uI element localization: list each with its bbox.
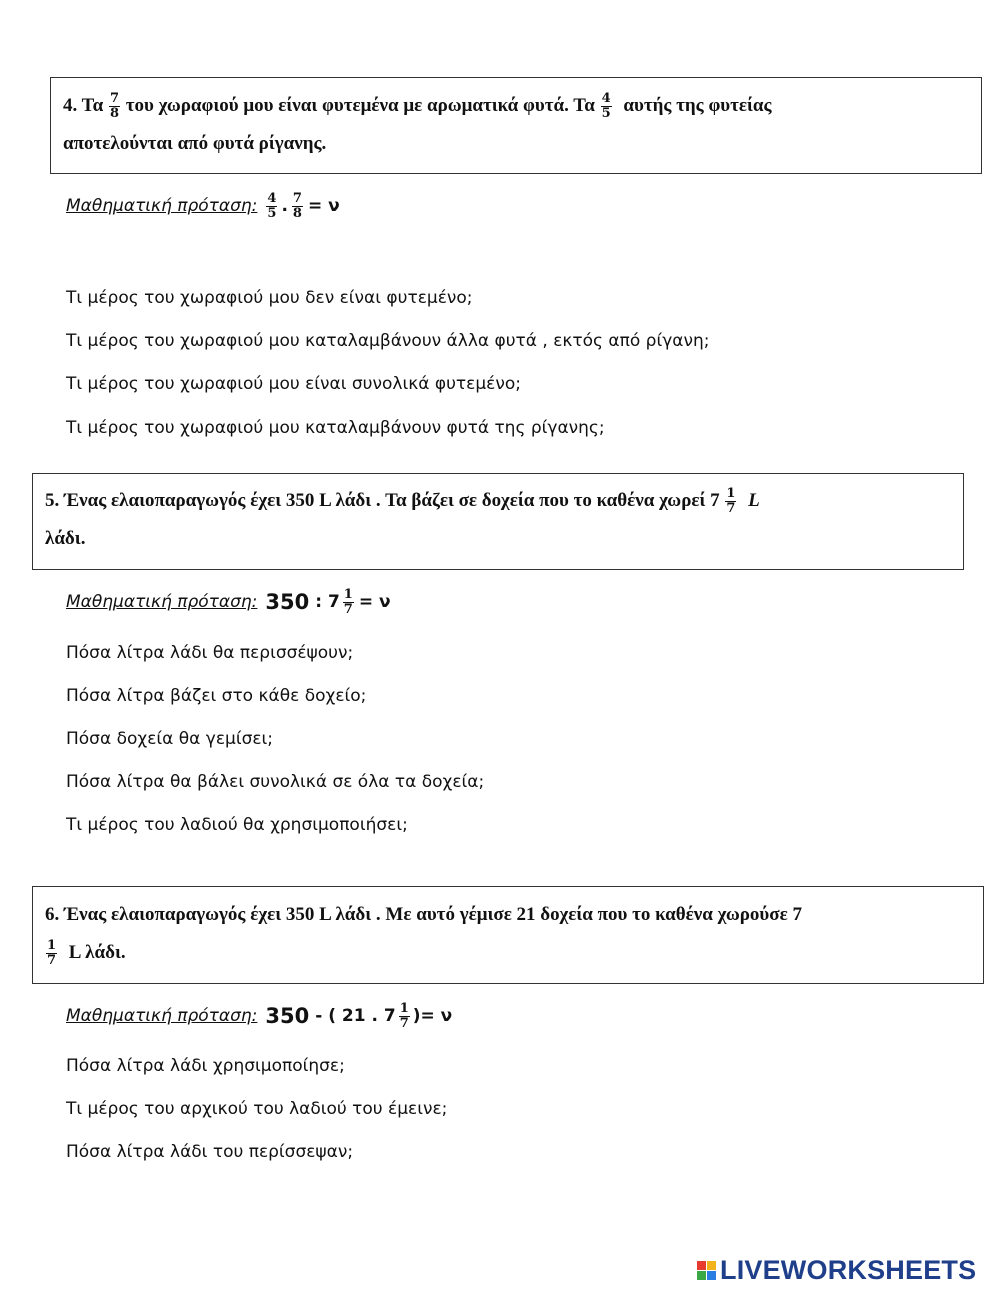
liveworksheets-logo[interactable] [697, 1254, 976, 1286]
fraction-7-8: $\frac{7}{8}$ [292, 190, 302, 221]
fraction-1-7: $\frac{1}{7}$ [726, 486, 736, 517]
fraction-1-7: $\frac{1}{7}$ [399, 1000, 409, 1031]
math-sentence-label: Μαθηματική πρόταση: [66, 592, 258, 612]
fraction-7-8: $\frac{7}{8}$ [109, 91, 120, 122]
exercise-5-line-1: 5. Ένας ελαιοπαραγωγός έχει 350 L λάδι . Τα βάζει σε δοχεία που το καθένα χωρεί 7 $\frac{1}{7}$ L [45, 486, 760, 517]
exercise-5-question-4: Πόσα λίτρα θα βάλει συνολικά σε όλα τα δοχεία; [66, 772, 485, 792]
exercise-6-line-2: $\frac{1}{7}$ L λάδι. [47, 938, 126, 969]
exercise-4-question-2: Τι μέρος του χωραφιού μου καταλαμβάνουν άλλα φυτά , εκτός από ρίγανη; [66, 331, 710, 351]
logo-blocks-icon [697, 1261, 716, 1280]
exercise-5-question-1: Πόσα λίτρα λάδι θα περισσέψουν; [66, 643, 354, 663]
logo-block [707, 1261, 716, 1270]
exercise-5-question-2: Πόσα λίτρα βάζει στο κάθε δοχείο; [66, 686, 367, 706]
exercise-4-question-3: Τι μέρος του χωραφιού μου είναι συνολικά φυτεμένο; [66, 374, 521, 394]
exercise-4-line-2: αποτελούνται από φυτά ρίγανης. [63, 133, 327, 154]
exercise-5-question-5: Τι μέρος του λαδιού θα χρησιμοποιήσει; [66, 815, 408, 835]
exercise-6-math-sentence: Μαθηματική πρόταση: 350 - ( 21 . 7 $\frac{1}{7}$ )= ν [66, 1000, 453, 1031]
fraction-4-5: $\frac{4}{5}$ [267, 190, 277, 221]
logo-block [697, 1261, 706, 1270]
exercise-6-question-3: Πόσα λίτρα λάδι του περίσσεψαν; [66, 1142, 354, 1162]
exercise-5-line-2: λάδι. [45, 528, 86, 549]
math-sentence-label: Μαθηματική πρόταση: [66, 196, 258, 216]
exercise-5-box [32, 473, 964, 570]
exercise-4-question-1: Τι μέρος του χωραφιού μου δεν είναι φυτεμένο; [66, 288, 473, 308]
fraction-1-7: $\frac{1}{7}$ [343, 586, 353, 617]
exercise-5-math-sentence: Μαθηματική πρόταση: 350 : 7 $\frac{1}{7}$ = ν [66, 586, 391, 617]
logo-block [707, 1271, 716, 1280]
exercise-6-box [32, 886, 984, 984]
exercise-4-line-1: 4. Τα $\frac{7}{8}$ του χωραφιού μου είναι φυτεμένα με αρωματικά φυτά. Τα $\frac{4}{5}$ αυτής της φυτείας [63, 91, 772, 122]
fraction-4-5: $\frac{4}{5}$ [601, 91, 611, 122]
exercise-4-question-4: Τι μέρος του χωραφιού μου καταλαμβάνουν φυτά της ρίγανης; [66, 418, 605, 438]
fraction-1-7: $\frac{1}{7}$ [47, 938, 57, 969]
exercise-4-math-sentence: Μαθηματική πρόταση: $\frac{4}{5}$ . $\frac{7}{8}$ = ν [66, 190, 340, 221]
exercise-6-question-2: Τι μέρος του αρχικού του λαδιού του έμεινε; [66, 1099, 448, 1119]
exercise-4-box [50, 77, 982, 174]
exercise-6-question-1: Πόσα λίτρα λάδι χρησιμοποίησε; [66, 1056, 345, 1076]
logo-text: LIVEWORKSHEETS [720, 1254, 977, 1285]
exercise-5-question-3: Πόσα δοχεία θα γεμίσει; [66, 729, 274, 749]
math-sentence-label: Μαθηματική πρόταση: [66, 1006, 258, 1026]
logo-block [697, 1271, 706, 1280]
exercise-6-line-1: 6. Ένας ελαιοπαραγωγός έχει 350 L λάδι . Με αυτό γέμισε 21 δοχεία που το καθένα χωρούσε 7 [45, 904, 802, 925]
